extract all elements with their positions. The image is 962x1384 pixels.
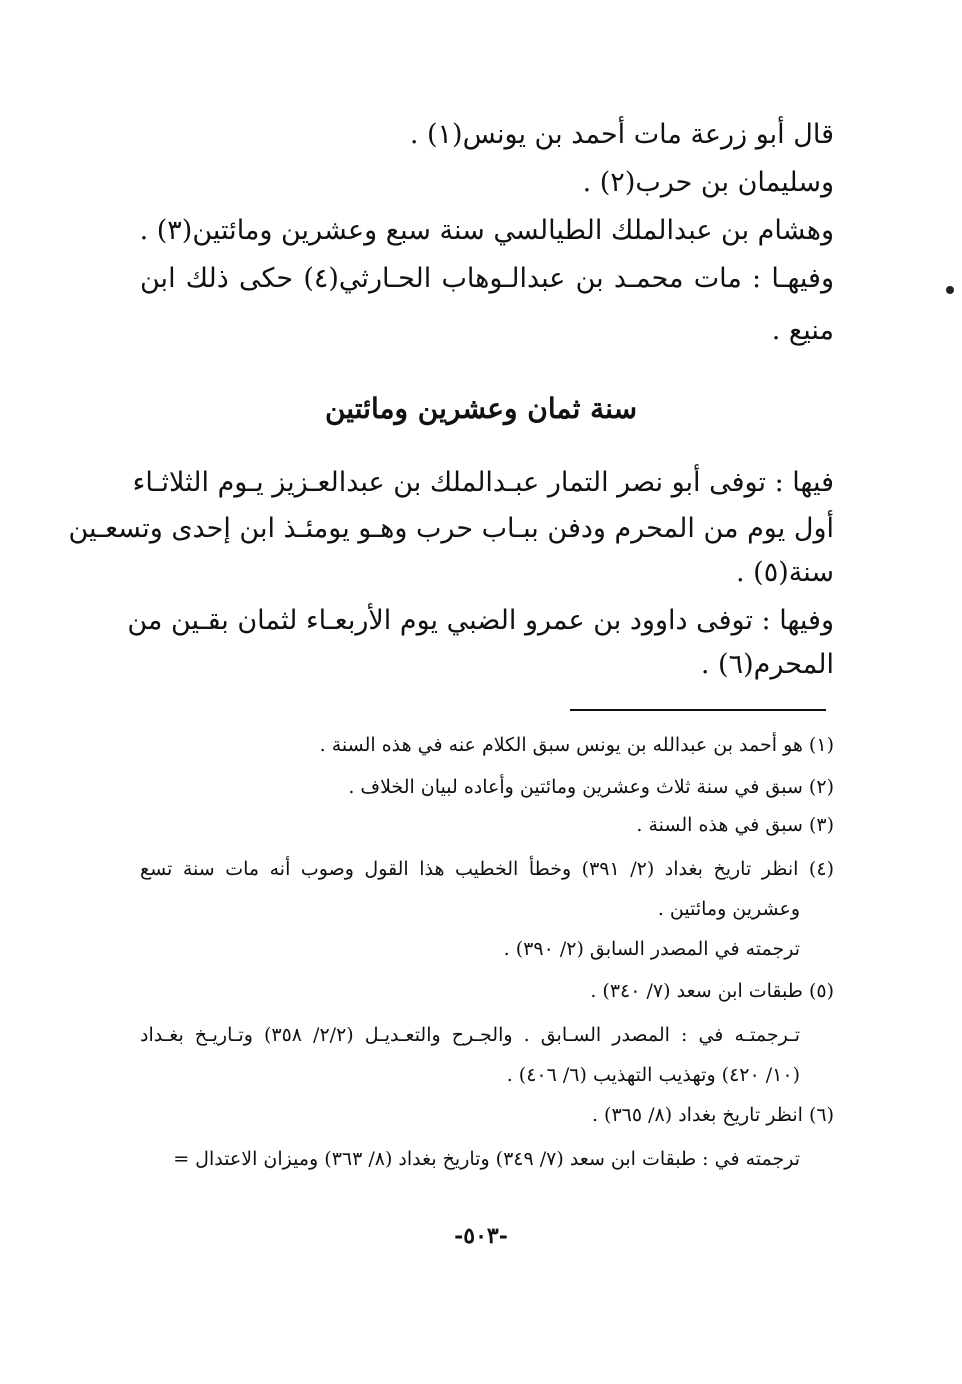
body-line-7: أول يوم من المحرم ودفن ببـاب حرب وهـو يومئـذ ابن إحدى وتسعـين (68, 513, 834, 544)
body-line-4: وفيهـا : مات محمـد بن عبدالـوهاب الحـارثي(٤) حكى ذلك ابن (140, 263, 835, 294)
footnote-4-biography: ترجمته في المصدر السابق (٢/ ٣٩٠) . (503, 938, 800, 960)
body-line-9: وفيها : توفى داوود بن عمرو الضبي يوم الأربعـاء لثمان بقـين من (127, 605, 834, 636)
footnote-5: (٥) طبقات ابن سعد (٧/ ٣٤٠) . (590, 980, 834, 1002)
footnote-3: (٣) سبق في هذه السنة . (636, 814, 834, 836)
footnote-2: (٢) سبق في سنة ثلاث وعشرين ومائتين وأعاده لبيان الخلاف . (348, 776, 834, 798)
footnote-separator (570, 709, 826, 711)
footnote-5-continued: (١٠/ ٤٢٠) وتهذيب التهذيب (٦/ ٤٠٦) . (506, 1064, 800, 1086)
body-line-10: المحرم(٦) . (700, 649, 834, 680)
footnote-6: (٦) انظر تاريخ بغداد (٨/ ٣٦٥) . (591, 1104, 834, 1126)
body-line-5: منيع . (771, 315, 834, 346)
page-number: -٥٠٣- (454, 1223, 508, 1249)
section-heading: سنة ثمان وعشرين ومائتين (324, 392, 638, 425)
footnote-6-biography: ترجمته في : طبقات ابن سعد (٧/ ٣٤٩) وتاريخ بغداد (٨/ ٣٦٣) وميزان الاعتدال = (173, 1148, 800, 1170)
body-line-8: سنة(٥) . (736, 557, 834, 588)
footnote-4: (٤) انظر تاريخ بغداد (٢/ ٣٩١) وخطأ الخطيب هذا القول وصوب أنه مات سنة تسع (140, 858, 834, 880)
margin-mark (946, 286, 954, 294)
footnote-1: (١) هو أحمد بن عبدالله بن يونس سبق الكلام عنه في هذه السنة . (319, 734, 834, 756)
body-line-6: فيها : توفى أبو نصر التمار عبـدالملك بن عبدالعـزيز يـوم الثلاثـاء (132, 467, 834, 498)
footnote-4-continued: وعشرين ومائتين . (657, 898, 800, 920)
body-line-3: وهشام بن عبدالملك الطيالسي سنة سبع وعشرين ومائتين(٣) . (139, 215, 834, 246)
footnote-5-biography: تـرجمتـه في : المصدر السـابق . والجـرح والتعـديـل (٢/٢/ ٣٥٨) وتـاريـخ بغـداد (140, 1024, 800, 1046)
body-line-2: وسليمان بن حرب(٢) . (582, 167, 834, 198)
body-line-1: قال أبو زرعة مات أحمد بن يونس(١) . (409, 119, 834, 150)
